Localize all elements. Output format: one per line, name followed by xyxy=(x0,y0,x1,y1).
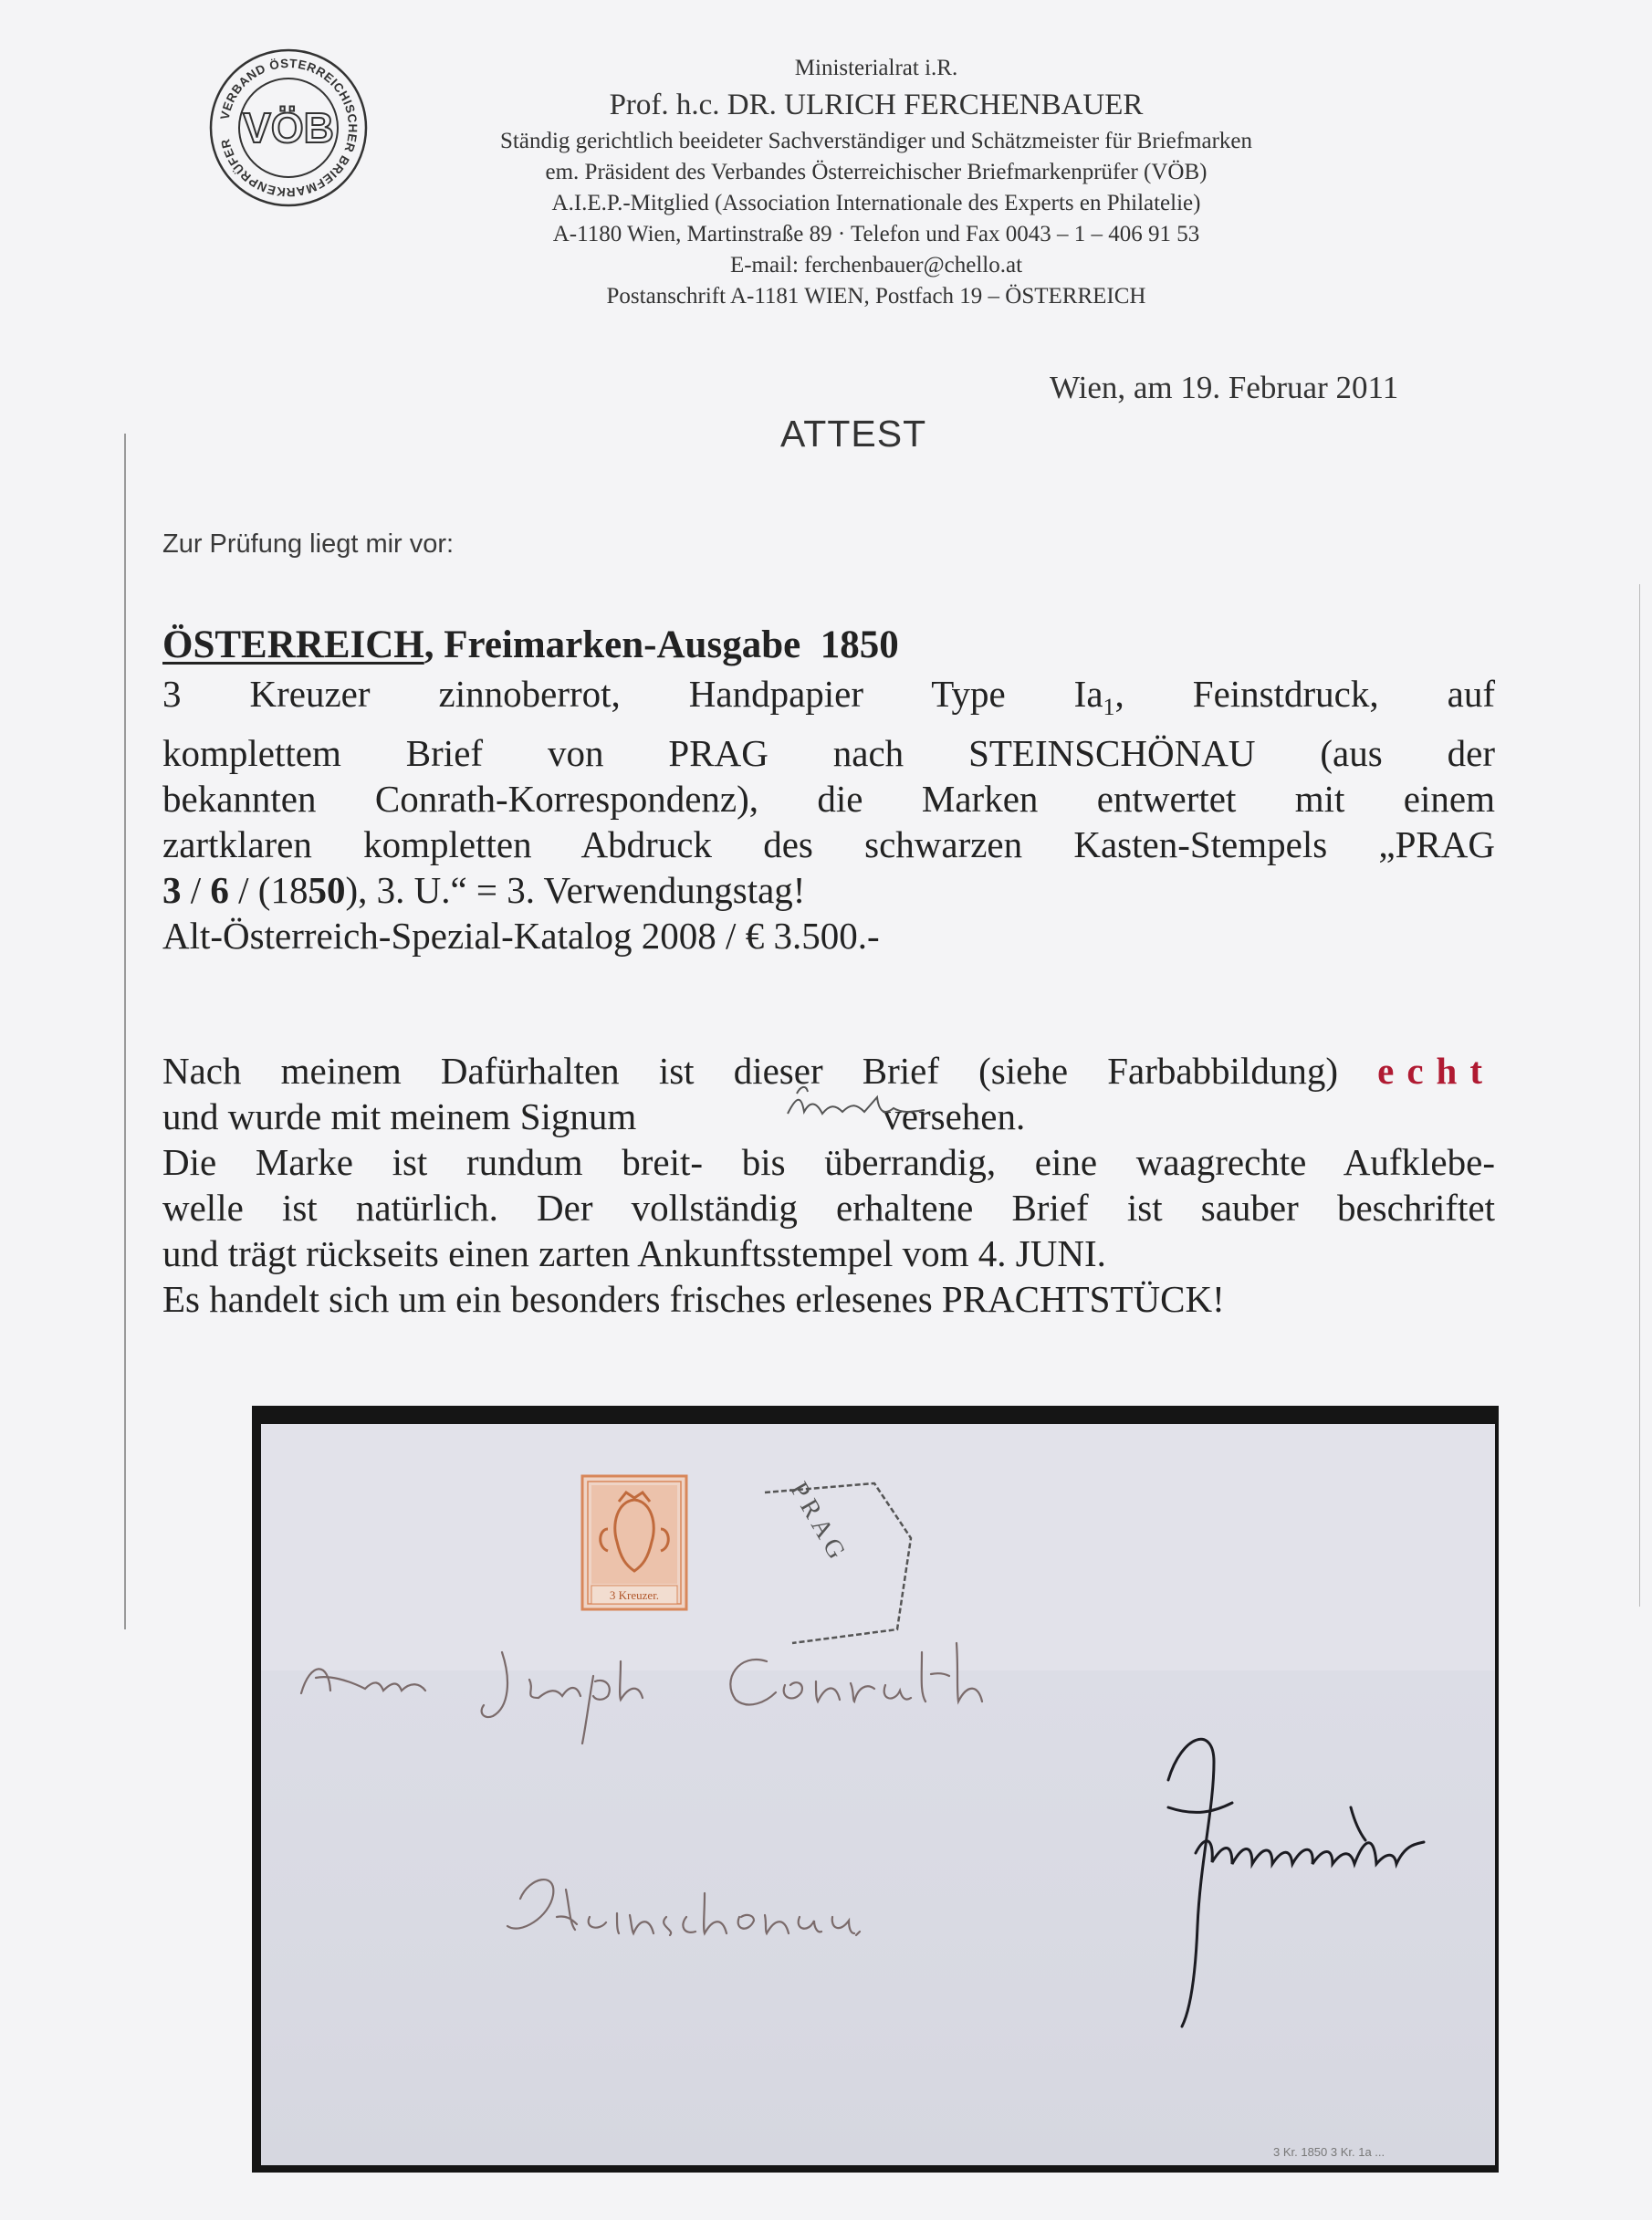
opinion-line-2 xyxy=(162,1094,1495,1139)
fold-line xyxy=(1639,584,1640,1607)
letterhead-address: A-1180 Wien, Martinstraße 89 · Telefon und Fax 0043 – 1 – 406 91 53 xyxy=(552,222,1200,246)
heading-country: ÖSTERREICH xyxy=(162,623,424,666)
desc-line-6: Alt-Österreich-Spezial-Katalog 2008 / € 3.500.- xyxy=(162,915,880,958)
signum-mark xyxy=(769,1077,952,1132)
desc-line-1 xyxy=(162,671,1495,730)
kreuzer-stamp xyxy=(580,1474,688,1611)
letterhead-name: Prof. h.c. DR. ULRICH FERCHENBAUER xyxy=(609,89,1144,121)
cover-handwriting xyxy=(292,1625,1488,2063)
heading-issue: Freimarken-Ausgabe 1850 xyxy=(434,623,899,666)
heading-comma: , xyxy=(423,623,434,666)
letterhead-line-rank: Ministerialrat i.R. xyxy=(794,56,958,80)
opinion-line-3: Die Marke ist rundum breit- bis überrandig, eine waagrechte Aufklebe- xyxy=(162,1141,1495,1183)
seal-ring-text: VERBAND ÖSTERREICHISCHER BRIEFMARKENPRÜFER xyxy=(217,56,361,200)
item-heading xyxy=(162,623,1495,668)
desc-day: 3 xyxy=(162,869,182,912)
desc-line-3: bekannten Conrath-Korrespondenz), die Marken entwertet mit einem xyxy=(162,778,1495,821)
voeb-seal-logo xyxy=(208,47,369,208)
letterhead xyxy=(415,53,1337,312)
opinion-line-1-a: Nach meinem Dafürhalten ist dieser Brief (siehe Farbabbildung) xyxy=(162,1050,1338,1092)
svg-text:P R A G: P R A G xyxy=(784,1477,851,1565)
desc-line-5 xyxy=(162,867,1495,913)
opinion-line-4: welle ist natürlich. Der vollständig erhaltene Brief ist sauber beschriftet xyxy=(162,1187,1495,1229)
item-description xyxy=(162,671,1495,958)
expert-opinion xyxy=(162,1048,1495,1322)
desc-year-a: / (18 xyxy=(228,869,308,912)
desc-year-c: ), 3. U.“ = 3. Verwendungstag! xyxy=(345,869,806,912)
echt-verdict: echt xyxy=(1377,1050,1496,1092)
document-date: Wien, am 19. Februar 2011 xyxy=(1050,370,1399,405)
desc-line-4: zartklaren kompletten Abdruck des schwarzen Kasten-Stempels „PRAG xyxy=(162,823,1495,866)
desc-year-b: 50 xyxy=(308,869,346,912)
letterhead-email: E-mail: ferchenbauer@chello.at xyxy=(729,253,1023,278)
stamp-value-label: 3 Kreuzer. xyxy=(609,1588,660,1602)
desc-sep-1: / xyxy=(181,869,211,912)
opinion-line-2-b: versehen. xyxy=(883,1095,1026,1137)
seal-center-text: VÖB xyxy=(243,104,334,152)
desc-line-2: komplettem Brief von PRAG nach STEINSCHÖNAU (aus der xyxy=(162,732,1495,775)
document-title: ATTEST xyxy=(780,413,927,455)
subtitle: Zur Prüfung liegt mir vor: xyxy=(162,529,455,559)
desc-line-1-a: 3 Kreuzer zinnoberrot, Handpapier Type Ia xyxy=(162,673,1103,715)
photo-pencil-note: 3 Kr. 1850 3 Kr. 1a ... xyxy=(1273,2145,1385,2159)
letterhead-line-5: A.I.E.P.-Mitglied (Association Internationale des Experts en Philatelie) xyxy=(551,191,1201,215)
opinion-line-2-a: und wurde mit meinem Signum xyxy=(162,1095,637,1137)
letterhead-postal: Postanschrift A-1181 WIEN, Postfach 19 – ÖSTERREICH xyxy=(606,284,1146,309)
letterhead-line-3: Ständig gerichtlich beeideter Sachverständiger und Schätzmeister für Briefmarken xyxy=(500,129,1252,153)
margin-line xyxy=(124,434,126,1629)
desc-month: 6 xyxy=(210,869,229,912)
letterhead-line-4: em. Präsident des Verbandes Österreichischer Briefmarkenprüfer (VÖB) xyxy=(545,160,1208,184)
desc-line-1-sub: 1 xyxy=(1103,694,1115,721)
desc-line-1-b: , Feinstdruck, auf xyxy=(1114,673,1495,715)
opinion-line-6: Es handelt sich um ein besonders frisches erlesenes PRACHTSTÜCK! xyxy=(162,1278,1225,1320)
opinion-line-5: und trägt rückseits einen zarten Ankunftsstempel vom 4. JUNI. xyxy=(162,1232,1106,1274)
